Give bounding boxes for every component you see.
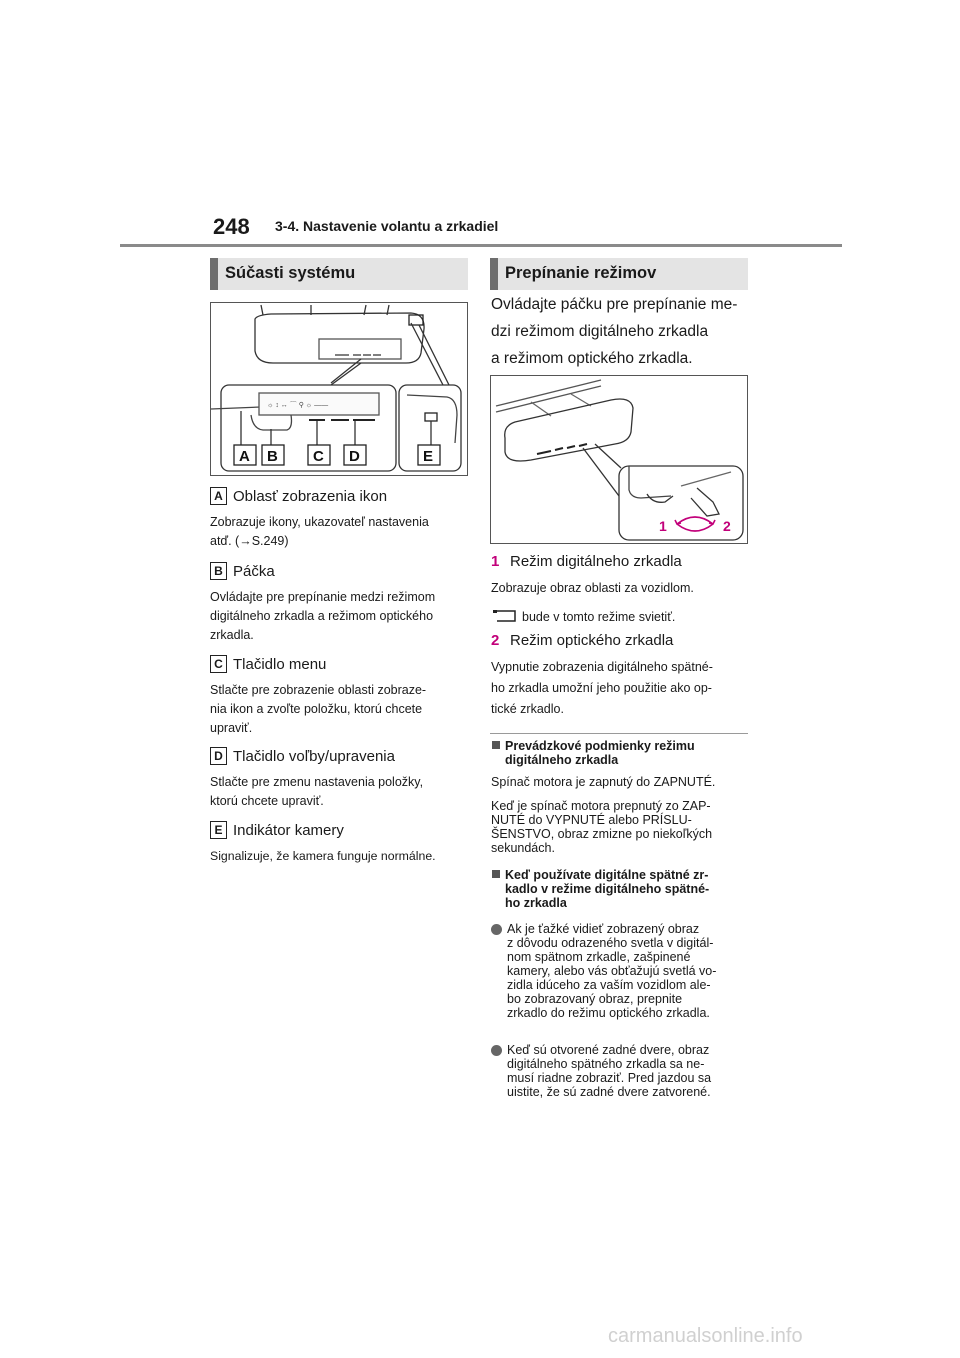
section-header-modes bbox=[490, 258, 748, 290]
note-bullet-2: Keď sú otvorené zadné dvere, obraz digitálneho spätného zrkadla sa ne- musí riadne zobraziť. Pred jazdou sa uistite, že sú zadné dvere zatvorené. bbox=[507, 1043, 712, 1099]
mode-extra-1: bude v tomto režime svietiť. bbox=[522, 610, 676, 624]
note-paragraph-2: Keď je spínač motora prepnutý zo ZAP- NUTÉ do VYPNUTÉ alebo PRÍSLU- ŠENSTVO, obraz zmizne po niekoľkých sekundách. bbox=[491, 799, 713, 855]
mirror-illustration bbox=[211, 303, 467, 475]
section-title: Súčasti systému bbox=[225, 264, 356, 282]
item-letter-e: E bbox=[210, 821, 227, 839]
item-desc-d: Stlačte pre zmenu nastavenia položky, ktorú chcete upraviť. bbox=[210, 775, 424, 808]
item-desc-a: Zobrazuje ikony, ukazovateľ nastavenia atď. (→S.249) bbox=[210, 515, 429, 548]
mode-number-1: 1 bbox=[491, 553, 500, 570]
figure-label-e: E bbox=[423, 448, 434, 465]
chapter-title: 3-4. Nastavenie volantu a zrkadiel bbox=[275, 218, 499, 234]
mode-desc-2: Vypnutie zobrazenia digitálneho spätné- ho zrkadla umožní jeho použitie ako op- tické zrkadlo. bbox=[491, 660, 713, 716]
figure-label-2: 2 bbox=[723, 518, 731, 534]
figure-label-c: C bbox=[313, 448, 324, 465]
item-title-d: Tlačidlo voľby/upravenia bbox=[233, 748, 395, 765]
mirror-components-figure bbox=[210, 302, 468, 476]
item-letter-c: C bbox=[210, 655, 227, 673]
item-desc-b: Ovládajte pre prepínanie medzi režimom digitálneho zrkadla a režimom optického zrkadla. bbox=[210, 590, 436, 642]
section-header-bar bbox=[490, 258, 498, 290]
header-rule bbox=[120, 244, 842, 247]
item-title-e: Indikátor kamery bbox=[233, 822, 344, 839]
figure-label-d: D bbox=[349, 448, 360, 465]
lever-illustration bbox=[491, 376, 747, 543]
bullet-dot-icon bbox=[491, 1045, 502, 1056]
item-desc-e: Signalizuje, že kamera funguje normálne. bbox=[210, 849, 436, 863]
section-header-bar bbox=[210, 258, 218, 290]
svg-text:☼ ↕ ↔ ⌒ ⚲ ☼ ——: ☼ ↕ ↔ ⌒ ⚲ ☼ —— bbox=[267, 402, 329, 409]
item-desc-c: Stlačte pre zobrazenie oblasti zobraze- nia ikon a zvoľte položku, ktorú chcete upraviť. bbox=[210, 683, 427, 735]
figure-label-1: 1 bbox=[659, 518, 667, 534]
mode-number-2: 2 bbox=[491, 632, 500, 649]
notes-divider bbox=[490, 733, 748, 734]
item-title-b: Páčka bbox=[233, 563, 275, 580]
item-letter-b: B bbox=[210, 562, 227, 580]
intro-text: Ovládajte páčku pre prepínanie me- dzi režimom digitálneho zrkadla a režimom optického zrkadla. bbox=[491, 296, 738, 367]
item-title-c: Tlačidlo menu bbox=[233, 656, 327, 673]
camera-indicator-icon bbox=[491, 608, 517, 622]
note-bullet-1: Ak je ťažké vidieť zobrazený obraz z dôvodu odrazeného svetla v digitál- nom spätnom zrkadle, zašpinené kamery, alebo vás obťažujú svetlá vo- zidla idúceho za vaším vozidlom ale- bo zobrazovaný obraz, prepnite zrkadlo do režimu optického zrkadla. bbox=[507, 922, 717, 1020]
mode-desc-1: Zobrazuje obraz oblasti za vozidlom. bbox=[491, 581, 694, 595]
item-title-a: Oblasť zobrazenia ikon bbox=[233, 488, 388, 505]
section-title: Prepínanie režimov bbox=[505, 264, 657, 282]
note-heading-2: Keď používate digitálne spätné zr- kadlo v režime digitálneho spätné- ho zrkadla bbox=[505, 868, 710, 910]
mode-title-1: Režim digitálneho zrkadla bbox=[510, 553, 682, 570]
figure-label-b: B bbox=[267, 448, 278, 465]
note-square-icon bbox=[492, 741, 500, 749]
section-header-components bbox=[210, 258, 468, 290]
bullet-dot-icon bbox=[491, 924, 502, 935]
mode-switch-figure bbox=[490, 375, 748, 544]
figure-label-a: A bbox=[239, 448, 250, 465]
watermark: carmanualsonline.info bbox=[608, 1325, 803, 1347]
note-heading-1: Prevádzkové podmienky režimu digitálneho zrkadla bbox=[505, 739, 695, 767]
note-square-icon bbox=[492, 870, 500, 878]
item-letter-d: D bbox=[210, 747, 227, 765]
page-number: 248 bbox=[213, 214, 250, 239]
note-paragraph-1: Spínač motora je zapnutý do ZAPNUTÉ. bbox=[491, 775, 716, 789]
item-letter-a: A bbox=[210, 487, 227, 505]
mode-title-2: Režim optického zrkadla bbox=[510, 632, 674, 649]
